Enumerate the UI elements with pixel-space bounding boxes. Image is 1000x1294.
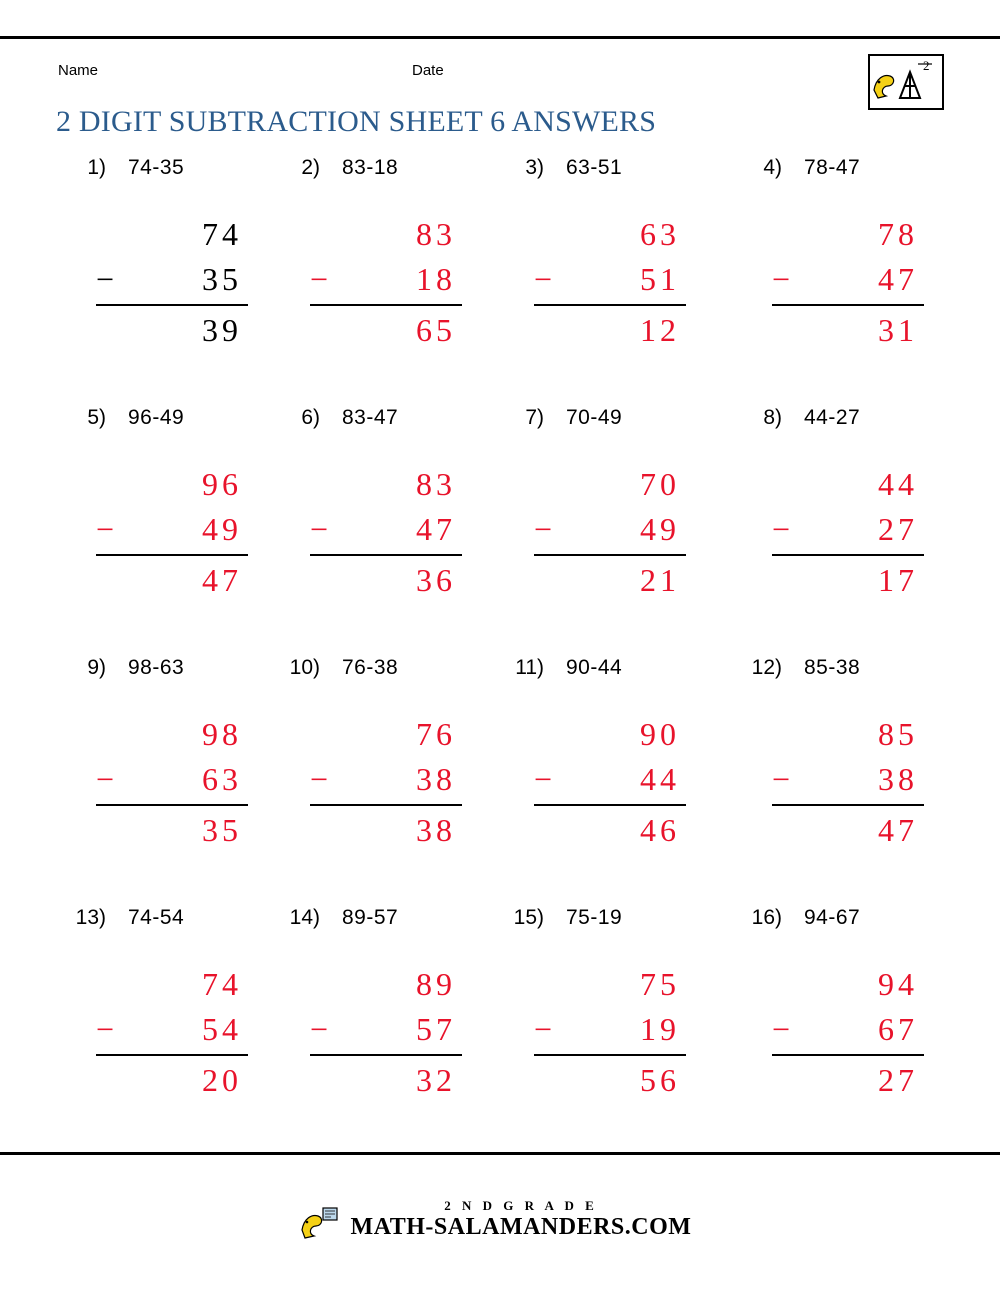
minus-sign: −: [96, 1011, 119, 1047]
problem-cell: [736, 656, 950, 906]
problem-heading: [498, 406, 712, 436]
minuend: 76: [416, 716, 456, 752]
minuend: 75: [640, 966, 680, 1002]
problem-worked-sum: [534, 962, 686, 1103]
answer: 17: [878, 562, 918, 598]
problem-number: 12): [751, 656, 782, 679]
subtrahend-line: [772, 257, 924, 302]
subtrahend-line: [534, 1007, 686, 1052]
minus-sign: −: [772, 511, 795, 547]
answer: 39: [202, 312, 242, 348]
problem-expression: 89-57: [342, 906, 399, 929]
sum-rule: [772, 304, 924, 306]
problem-cell: [498, 406, 712, 656]
answer: 36: [416, 562, 456, 598]
minuend: 94: [878, 966, 918, 1002]
problem-cell: [736, 906, 950, 1156]
problem-expression: 70-49: [566, 406, 623, 429]
answer: 21: [640, 562, 680, 598]
problem-heading: [274, 656, 488, 686]
minus-sign: −: [310, 761, 333, 797]
answer: 27: [878, 1062, 918, 1098]
problem-number: 3): [525, 156, 544, 179]
minus-sign: −: [534, 511, 557, 547]
problem-cell: [60, 906, 274, 1156]
problem-expression: 44-27: [804, 406, 861, 429]
subtrahend: 44: [640, 761, 680, 797]
problem-cell: [60, 156, 274, 406]
name-field-label: Name: [58, 62, 99, 79]
problem-worked-sum: [772, 212, 924, 353]
problem-cell: [274, 406, 488, 656]
problem-heading: [274, 406, 488, 436]
minus-sign: −: [534, 261, 557, 297]
minus-sign: −: [310, 1011, 333, 1047]
sum-rule: [310, 1054, 462, 1056]
problem-grid: [0, 156, 1000, 1156]
problem-expression: 94-67: [804, 906, 861, 929]
subtrahend: 38: [878, 761, 918, 797]
subtrahend: 47: [878, 261, 918, 297]
problem-worked-sum: [310, 712, 462, 853]
sum-rule: [772, 554, 924, 556]
subtrahend-line: [310, 1007, 462, 1052]
problem-heading: [274, 906, 488, 936]
problem-number: 16): [751, 906, 782, 929]
problem-worked-sum: [310, 962, 462, 1103]
problem-number: 2): [301, 156, 320, 179]
subtrahend-line: [534, 507, 686, 552]
problem-worked-sum: [96, 462, 248, 603]
subtrahend: 57: [416, 1011, 456, 1047]
sum-rule: [96, 804, 248, 806]
problem-worked-sum: [534, 712, 686, 853]
subtrahend: 35: [202, 261, 242, 297]
subtrahend-line: [534, 257, 686, 302]
minus-sign: −: [772, 761, 795, 797]
footer-brand: [309, 1198, 692, 1241]
subtrahend-line: [310, 507, 462, 552]
subtrahend: 18: [416, 261, 456, 297]
problem-cell: [498, 906, 712, 1156]
top-divider: [0, 36, 1000, 39]
problem-number: 6): [301, 406, 320, 429]
minuend: 98: [202, 716, 242, 752]
problem-expression: 74-54: [128, 906, 185, 929]
problem-row: [0, 906, 1000, 1156]
problem-cell: [736, 156, 950, 406]
page-title: 2 DIGIT SUBTRACTION SHEET 6 ANSWERS: [56, 105, 657, 138]
salamander-footer-icon: [299, 1200, 345, 1242]
problem-cell: [498, 156, 712, 406]
sum-rule: [96, 304, 248, 306]
minuend: 83: [416, 216, 456, 252]
minuend: 78: [878, 216, 918, 252]
problem-heading: [498, 656, 712, 686]
problem-number: 14): [289, 906, 320, 929]
subtrahend-line: [772, 507, 924, 552]
problem-expression: 75-19: [566, 906, 623, 929]
problem-heading: [60, 656, 274, 686]
problem-expression: 63-51: [566, 156, 623, 179]
subtrahend-line: [772, 757, 924, 802]
problem-expression: 74-35: [128, 156, 185, 179]
sum-rule: [310, 804, 462, 806]
minuend: 90: [640, 716, 680, 752]
subtrahend: 49: [640, 511, 680, 547]
minus-sign: −: [534, 1011, 557, 1047]
problem-expression: 98-63: [128, 656, 185, 679]
minuend: 63: [640, 216, 680, 252]
subtrahend-line: [534, 757, 686, 802]
minuend: 85: [878, 716, 918, 752]
problem-cell: [60, 656, 274, 906]
subtrahend: 67: [878, 1011, 918, 1047]
bottom-divider: [0, 1152, 1000, 1155]
minus-sign: −: [96, 511, 119, 547]
subtrahend: 19: [640, 1011, 680, 1047]
problem-cell: [274, 156, 488, 406]
problem-number: 10): [289, 656, 320, 679]
sum-rule: [772, 1054, 924, 1056]
answer: 47: [878, 812, 918, 848]
problem-number: 8): [763, 406, 782, 429]
problem-heading: [736, 406, 950, 436]
problem-heading: [274, 156, 488, 186]
salamander-logo-icon: [870, 56, 938, 104]
svg-text:2: 2: [923, 58, 930, 73]
answer: 47: [202, 562, 242, 598]
problem-worked-sum: [772, 462, 924, 603]
minuend: 83: [416, 466, 456, 502]
answer: 38: [416, 812, 456, 848]
subtrahend-line: [310, 757, 462, 802]
sum-rule: [534, 304, 686, 306]
minus-sign: −: [96, 761, 119, 797]
subtrahend-line: [96, 1007, 248, 1052]
minuend: 70: [640, 466, 680, 502]
problem-heading: [60, 156, 274, 186]
problem-expression: 83-18: [342, 156, 399, 179]
problem-worked-sum: [96, 712, 248, 853]
minuend: 44: [878, 466, 918, 502]
footer-grade: 2 N D G R A D E: [444, 1198, 598, 1213]
problem-worked-sum: [534, 462, 686, 603]
problem-expression: 96-49: [128, 406, 185, 429]
answer: 65: [416, 312, 456, 348]
subtrahend: 38: [416, 761, 456, 797]
minuend: 89: [416, 966, 456, 1002]
worksheet-footer: [0, 1198, 1000, 1241]
problem-worked-sum: [534, 212, 686, 353]
sum-rule: [534, 804, 686, 806]
answer: 35: [202, 812, 242, 848]
problem-number: 1): [87, 156, 106, 179]
problem-number: 4): [763, 156, 782, 179]
subtrahend: 54: [202, 1011, 242, 1047]
sum-rule: [96, 554, 248, 556]
problem-row: [0, 656, 1000, 906]
problem-heading: [60, 406, 274, 436]
problem-worked-sum: [96, 212, 248, 353]
subtrahend: 49: [202, 511, 242, 547]
problem-heading: [736, 156, 950, 186]
subtrahend-line: [96, 257, 248, 302]
minuend: 96: [202, 466, 242, 502]
problem-expression: 83-47: [342, 406, 399, 429]
subtrahend: 51: [640, 261, 680, 297]
minus-sign: −: [310, 261, 333, 297]
subtrahend: 47: [416, 511, 456, 547]
problem-heading: [736, 656, 950, 686]
problem-worked-sum: [772, 962, 924, 1103]
problem-cell: [498, 656, 712, 906]
problem-cell: [60, 406, 274, 656]
answer: 46: [640, 812, 680, 848]
minus-sign: −: [310, 511, 333, 547]
problem-number: 5): [87, 406, 106, 429]
minus-sign: −: [534, 761, 557, 797]
subtrahend: 27: [878, 511, 918, 547]
minuend: 74: [202, 216, 242, 252]
problem-row: [0, 406, 1000, 656]
sum-rule: [534, 1054, 686, 1056]
sum-rule: [96, 1054, 248, 1056]
minus-sign: −: [772, 261, 795, 297]
minus-sign: −: [772, 1011, 795, 1047]
problem-number: 13): [75, 906, 106, 929]
problem-worked-sum: [96, 962, 248, 1103]
subtrahend-line: [310, 257, 462, 302]
subtrahend-line: [96, 757, 248, 802]
sum-rule: [310, 304, 462, 306]
problem-cell: [736, 406, 950, 656]
sum-rule: [772, 804, 924, 806]
problem-worked-sum: [310, 462, 462, 603]
problem-heading: [498, 906, 712, 936]
problem-heading: [60, 906, 274, 936]
answer: 56: [640, 1062, 680, 1098]
minuend: 74: [202, 966, 242, 1002]
answer: 32: [416, 1062, 456, 1098]
answer: 20: [202, 1062, 242, 1098]
problem-row: [0, 156, 1000, 406]
problem-number: 11): [515, 656, 544, 679]
minus-sign: −: [96, 261, 119, 297]
problem-expression: 85-38: [804, 656, 861, 679]
subtrahend-line: [96, 507, 248, 552]
problem-number: 7): [525, 406, 544, 429]
date-field-label: Date: [412, 62, 444, 79]
problem-number: 9): [87, 656, 106, 679]
problem-cell: [274, 656, 488, 906]
subtrahend: 63: [202, 761, 242, 797]
problem-heading: [736, 906, 950, 936]
problem-cell: [274, 906, 488, 1156]
answer: 12: [640, 312, 680, 348]
problem-worked-sum: [772, 712, 924, 853]
problem-heading: [498, 156, 712, 186]
footer-site: MATH-SALAMANDERS.COM: [350, 1214, 692, 1240]
problem-number: 15): [513, 906, 544, 929]
problem-expression: 78-47: [804, 156, 861, 179]
answer: 31: [878, 312, 918, 348]
problem-expression: 76-38: [342, 656, 399, 679]
sum-rule: [534, 554, 686, 556]
sum-rule: [310, 554, 462, 556]
problem-expression: 90-44: [566, 656, 623, 679]
subtrahend-line: [772, 1007, 924, 1052]
salamander-logo: [868, 54, 944, 110]
problem-worked-sum: [310, 212, 462, 353]
